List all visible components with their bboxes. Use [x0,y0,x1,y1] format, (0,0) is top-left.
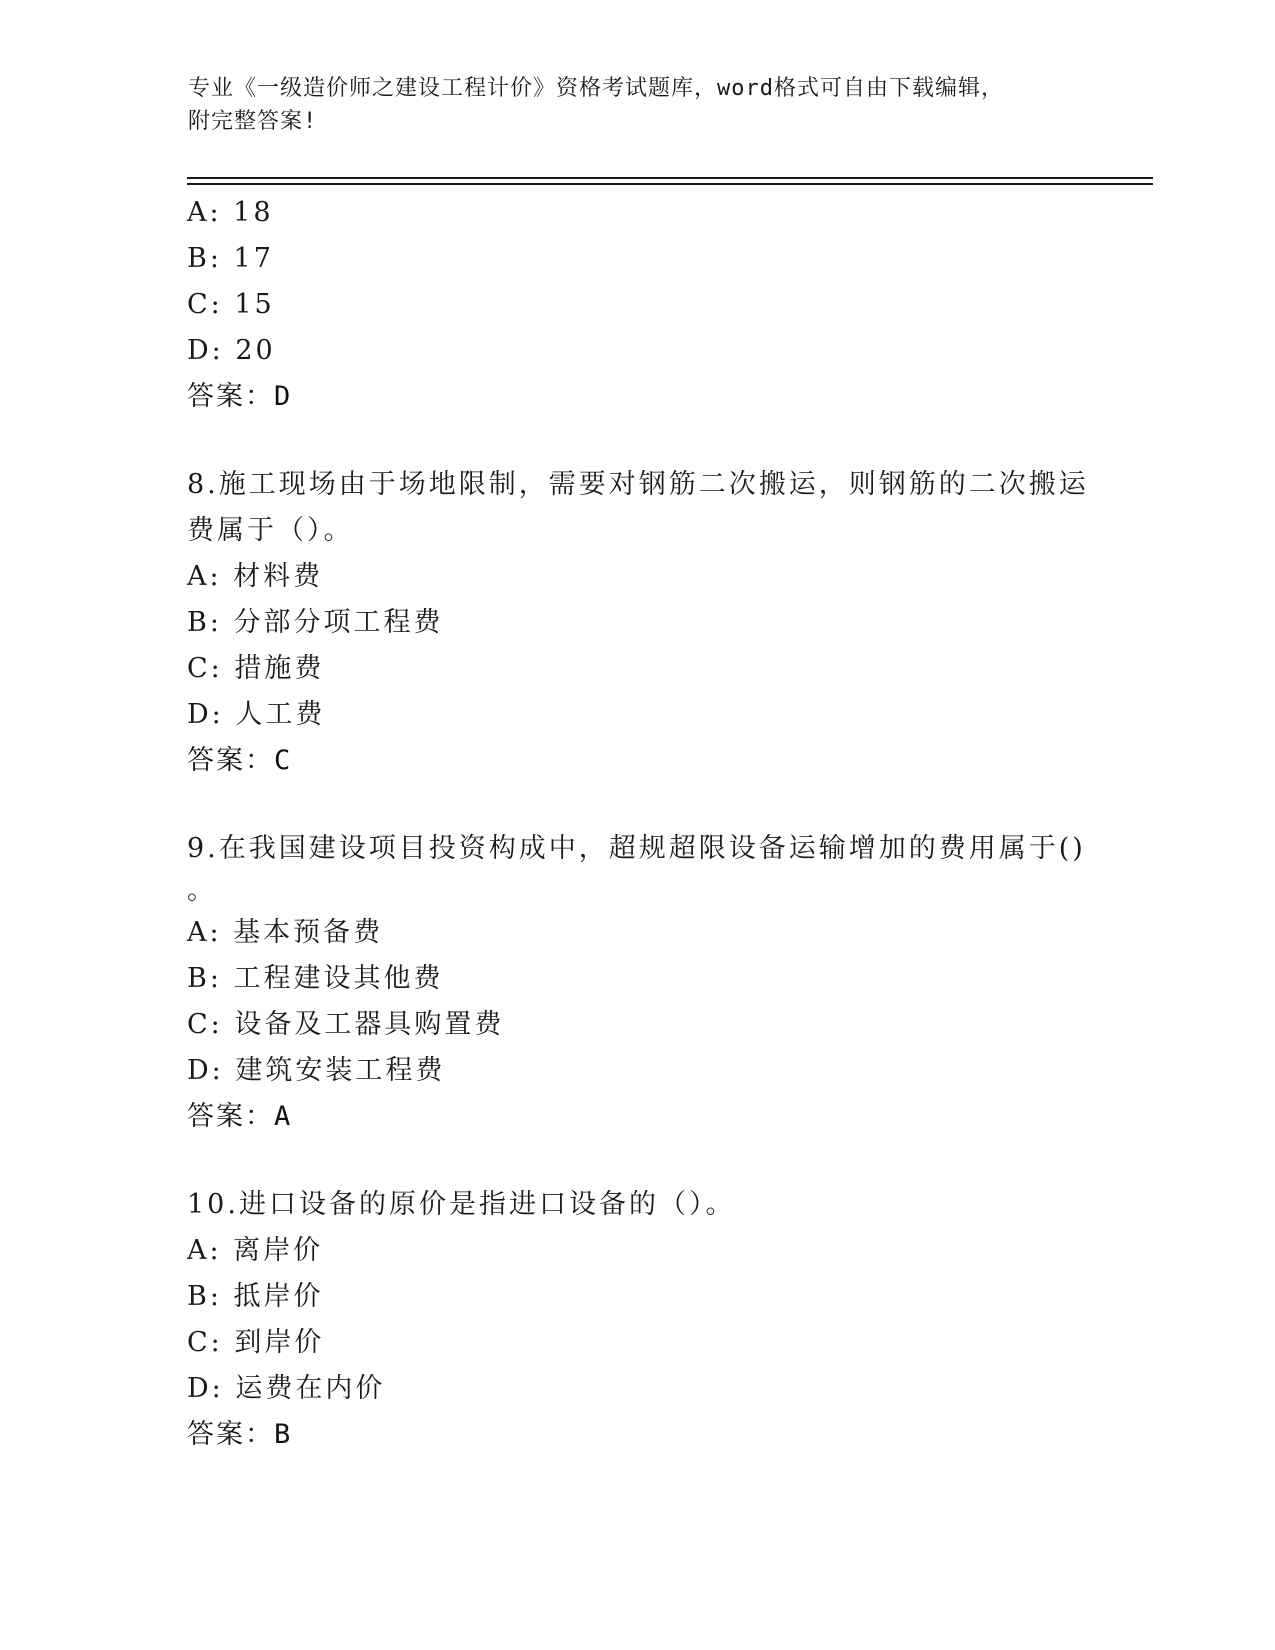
spacer [187,784,1087,826]
question-stem: 8.施工现场由于场地限制，需要对钢筋二次搬运，则钢筋的二次搬运 [187,469,1089,500]
question-content [187,190,1087,1458]
option-b: B: 17 [187,243,274,274]
question-stem-continued: 费属于（）。 [187,515,354,546]
option-a: A: 离岸价 [187,1235,324,1266]
option-b: B: 分部分项工程费 [187,607,444,638]
option-a: A: 材料费 [187,561,324,592]
option-c: C: 措施费 [187,653,325,684]
question-stem-continued: 。 [187,875,217,906]
spacer [187,420,1087,462]
option-c: C: 15 [187,289,275,320]
header-line-2: 附完整答案! [188,109,318,134]
question-stem: 9.在我国建设项目投资构成中，超规超限设备运输增加的费用属于() [187,833,1086,864]
option-d: D: 人工费 [187,699,326,730]
option-a: A: 基本预备费 [187,917,384,948]
answer-label: 答案：B [187,1419,293,1450]
spacer [187,1140,1087,1182]
question-stem: 10.进口设备的原价是指进口设备的（）。 [187,1189,736,1220]
option-a: A: 18 [187,197,274,228]
question-9 [187,826,1087,1140]
option-c: C: 到岸价 [187,1327,325,1358]
document-header [188,72,1068,138]
answer-label: 答案：A [187,1101,293,1132]
question-7-tail [187,190,1087,420]
option-d: D: 20 [187,335,276,366]
option-b: B: 抵岸价 [187,1281,324,1312]
option-d: D: 建筑安装工程费 [187,1055,446,1086]
answer-label: 答案：D [187,381,293,412]
header-line-1: 专业《一级造价师之建设工程计价》资格考试题库，word格式可自由下载编辑， [188,76,1004,101]
option-b: B: 工程建设其他费 [187,963,444,994]
question-8 [187,462,1087,784]
question-10 [187,1182,1087,1458]
header-divider-top [187,177,1153,179]
header-divider-bottom [187,183,1153,185]
answer-label: 答案：C [187,745,293,776]
option-d: D: 运费在内价 [187,1373,386,1404]
option-c: C: 设备及工器具购置费 [187,1009,505,1040]
